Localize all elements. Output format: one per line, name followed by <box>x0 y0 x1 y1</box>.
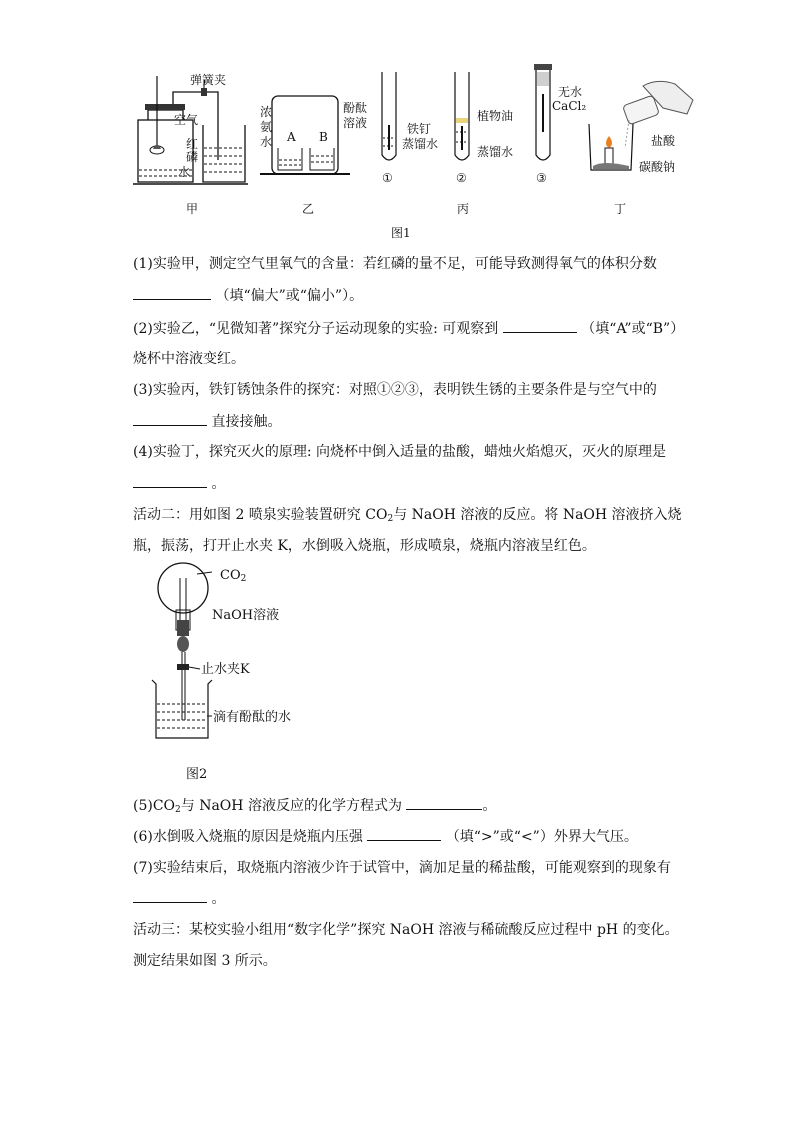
apparatus-yi <box>260 90 350 180</box>
bing-label-nail: 铁钉 <box>407 122 432 136</box>
question-3-line2 <box>133 411 281 432</box>
figure-2-label-water: 滴有酚酞的水 <box>213 710 292 725</box>
bing-label-no2: ② <box>456 171 467 185</box>
bing-label-oil: 植物油 <box>477 109 514 123</box>
figure-2-caption: 图2 <box>186 767 208 782</box>
question-3-text: (3)实验丙，铁钉锈蚀条件的探究：对照①②③，表明铁生锈的主要条件是与空气中的 <box>133 382 657 398</box>
fountain-apparatus <box>150 560 220 750</box>
question-5-line <box>133 795 496 820</box>
apparatus-jia <box>133 70 248 190</box>
answer-blank-2[interactable] <box>503 318 577 333</box>
question-7-tail: 。 <box>211 891 226 907</box>
flask <box>158 563 208 613</box>
question-2-line2: 烧杯中溶液变红。 <box>133 351 245 367</box>
answer-blank-1[interactable] <box>133 285 211 300</box>
question-1-line2 <box>133 285 363 306</box>
answer-blank-7[interactable] <box>133 888 207 903</box>
activity-2-text-b: 与 NaOH 溶液的反应。将 NaOH 溶液挤入烧 <box>393 507 682 523</box>
question-3-tail: 直接接触。 <box>211 414 282 430</box>
figure-2-label-naoh: NaOH溶液 <box>212 608 280 623</box>
question-7-text: (7)实验结束后，取烧瓶内溶液少许于试管中，滴加足量的稀盐酸，可能观察到的现象有 <box>133 860 671 876</box>
bing-label-no3: ③ <box>536 171 547 185</box>
bing-label-dry1: 无水 <box>558 85 583 99</box>
bing-label-water1: 蒸馏水 <box>402 137 439 151</box>
question-2-hint: （填“A”或“B”） <box>581 321 685 337</box>
yi-label-right1: 酚酞 <box>343 101 368 115</box>
bing-label-dry2: CaCl₂ <box>552 99 587 113</box>
question-4-tail: 。 <box>211 476 226 492</box>
activity-2-sub: 2 <box>387 514 394 524</box>
question-5-text-a: (5)CO <box>133 798 176 814</box>
bing-label-water2: 蒸馏水 <box>477 145 514 159</box>
activity-2-line2: 瓶，振荡，打开止水夹 K，水倒吸入烧瓶，形成喷泉，烧瓶内溶液呈红色。 <box>133 538 596 554</box>
question-6-hint: （填“>”或“<”）外界大气压。 <box>445 829 638 845</box>
question-4-line2 <box>133 473 225 494</box>
question-1-text: (1)实验甲，测定空气里氧气的含量：若红磷的量不足，可能导致测得氧气的体积分数 <box>133 256 657 272</box>
yi-label-left3: 水 <box>260 135 273 149</box>
question-2-line1 <box>133 318 684 339</box>
question-5-sub: 2 <box>175 805 181 815</box>
question-5-tail: 。 <box>482 798 497 814</box>
ding-label-carbonate: 碳酸钠 <box>639 160 676 174</box>
figure-2-label-co2: $CO_2$ <box>220 568 247 584</box>
jia-label-air: 空气 <box>174 113 199 127</box>
question-2-text: (2)实验乙，“见微知著”探究分子运动现象的实验: 可观察到 <box>133 321 499 337</box>
apparatus-bing <box>378 70 558 170</box>
answer-blank-4[interactable] <box>133 473 207 488</box>
question-7-line2 <box>133 888 225 909</box>
answer-blank-5[interactable] <box>406 795 482 810</box>
activity-2-text-a: 活动二：用如图 2 喷泉实验装置研究 CO <box>133 507 388 523</box>
ding-caption: 丁 <box>614 202 627 216</box>
jia-label-phos1: 红 <box>186 137 199 151</box>
jia-caption: 甲 <box>186 202 199 216</box>
jia-label-clip: 弹簧夹 <box>190 73 227 87</box>
question-5-text-b: 与 NaOH 溶液反应的化学方程式为 <box>180 798 402 814</box>
yi-label-beaker-a: A <box>287 130 296 144</box>
yi-caption: 乙 <box>302 202 315 216</box>
bing-label-no1: ① <box>382 171 393 185</box>
figure-2-label-clamp: 止水夹K <box>201 662 250 677</box>
activity-3-line1: 活动三：某校实验小组用“数字化学”探究 NaOH 溶液与稀硫酸反应过程中 pH 的变化。 <box>133 922 679 938</box>
answer-blank-6[interactable] <box>367 826 441 841</box>
ding-label-acid: 盐酸 <box>651 134 676 148</box>
jia-label-water: 水 <box>178 165 191 179</box>
question-6-text: (6)水倒吸入烧瓶的原因是烧瓶内压强 <box>133 829 363 845</box>
yi-label-left1: 浓 <box>260 105 273 119</box>
question-1-hint: （填“偏大”或“偏小”）。 <box>215 288 364 304</box>
answer-blank-3[interactable] <box>133 411 207 426</box>
yi-label-right2: 溶液 <box>343 116 368 130</box>
figure-1-caption: 图1 <box>391 226 411 240</box>
activity-2-line1 <box>133 505 682 529</box>
bing-caption: 丙 <box>457 202 470 216</box>
yi-label-left2: 氨 <box>260 120 273 134</box>
question-4-text: (4)实验丁，探究灭火的原理: 向烧杯中倒入适量的盐酸，蜡烛火焰熄灭，灭火的原理是 <box>133 444 666 460</box>
yi-label-beaker-b: B <box>319 130 328 144</box>
activity-3-line2: 测定结果如图 3 所示。 <box>133 953 277 969</box>
question-6-line <box>133 826 638 847</box>
jia-label-phos2: 磷 <box>186 150 199 164</box>
